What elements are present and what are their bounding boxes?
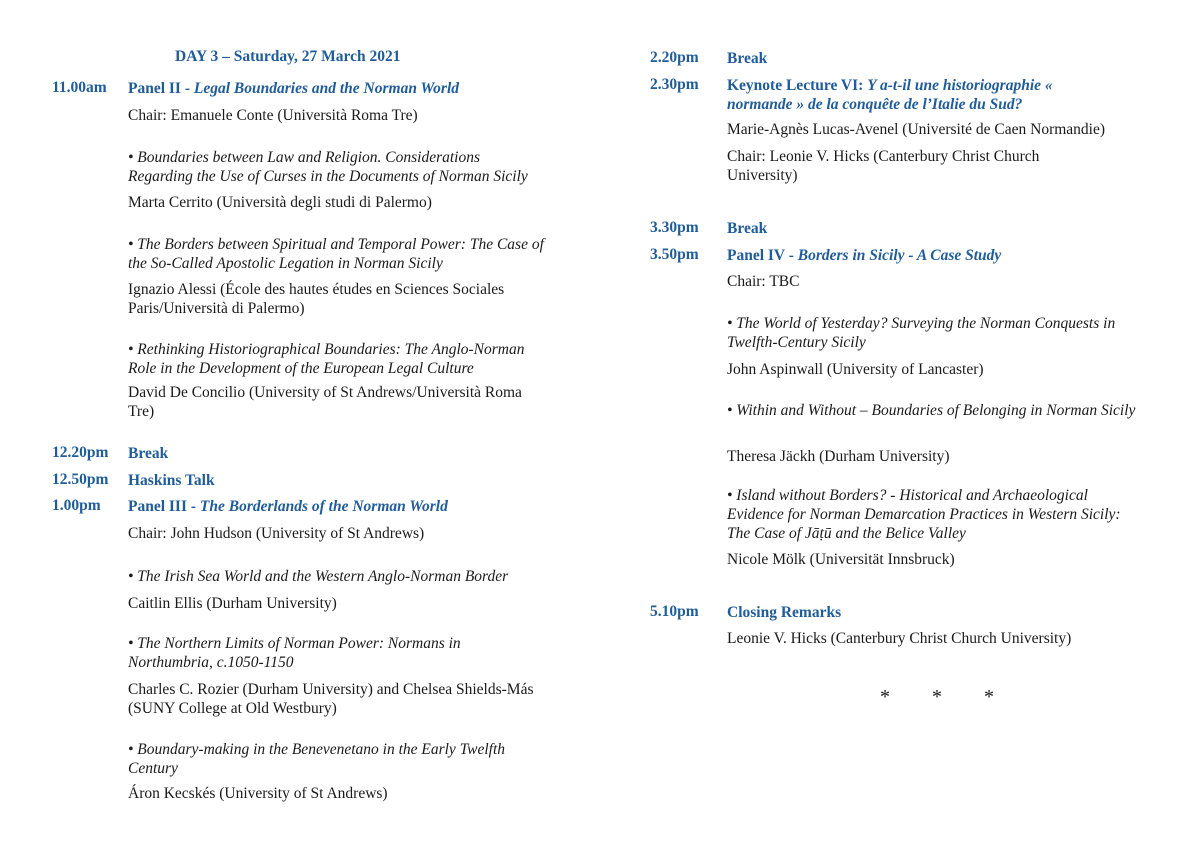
- panel-4-heading: [727, 246, 1001, 265]
- closing-speaker: Leonie V. Hicks (Canterbury Christ Church University): [727, 630, 1072, 647]
- time-panel-3: 1.00pm: [52, 497, 101, 514]
- panel-4-title: Borders in Sicily - A Case Study: [797, 247, 1002, 264]
- paper-speaker: Nicole Mölk (Universität Innsbruck): [727, 551, 955, 568]
- paper-title: • Boundaries between Law and Religion. Considerations Regarding the Use of Curses in the Documents of Norman Sicily: [128, 149, 528, 185]
- haskins-talk-label: Haskins Talk: [128, 472, 215, 489]
- paper-speaker: Ignazio Alessi (École des hautes études en Sciences Sociales Paris/Università di Palermo): [128, 281, 505, 317]
- paper-speaker: Áron Kecskés (University of St Andrews): [128, 785, 388, 802]
- panel-4-label: Panel IV -: [727, 247, 798, 264]
- time-panel-2: 11.00am: [52, 79, 107, 96]
- paper-speaker: Marta Cerrito (Università degli studi di Palermo): [128, 194, 432, 211]
- paper-title: • The Northern Limits of Norman Power: Normans in Northumbria, c.1050-1150: [128, 635, 461, 671]
- keynote-chair: Chair: Leonie V. Hicks (Canterbury Christ Church University): [727, 148, 1040, 184]
- paper-title: • Within and Without – Boundaries of Belonging in Norman Sicily: [727, 402, 1136, 419]
- time-haskins: 12.50pm: [52, 471, 109, 488]
- panel-2-chair: Chair: Emanuele Conte (Università Roma Tre): [128, 107, 418, 124]
- paper-speaker: David De Concilio (University of St Andrews/Università Roma Tre): [128, 384, 522, 420]
- keynote-speaker: Marie-Agnès Lucas-Avenel (Université de Caen Normandie): [727, 121, 1106, 138]
- panel-2-label: Panel II -: [128, 80, 194, 97]
- keynote-label: Keynote Lecture VI:: [727, 77, 868, 94]
- divider-star: *: [984, 686, 994, 708]
- time-closing: 5.10pm: [650, 603, 699, 620]
- panel-3-chair: Chair: John Hudson (University of St Andrews): [128, 525, 425, 542]
- time-break-3: 3.30pm: [650, 219, 699, 236]
- time-break-1: 12.20pm: [52, 444, 109, 461]
- break-label: Break: [727, 50, 768, 67]
- panel-4-chair: Chair: TBC: [727, 273, 800, 290]
- paper-title: • The Irish Sea World and the Western Anglo-Norman Border: [128, 568, 509, 585]
- closing-remarks-label: Closing Remarks: [727, 604, 842, 621]
- panel-3-label: Panel III -: [128, 498, 200, 515]
- paper-title: • Rethinking Historiographical Boundaries: The Anglo-Norman Role in the Development of the European Legal Culture: [128, 341, 525, 377]
- paper-title: • The World of Yesterday? Surveying the Norman Conquests in Twelfth-Century Sicily: [727, 315, 1116, 351]
- paper-title: • Boundary-making in the Benevenetano in the Early Twelfth Century: [128, 741, 506, 777]
- paper-title: • Island without Borders? - Historical and Archaeological Evidence for Norman Demarcation Practices in Western Sicily: The Case of Jāṭū and the Belice Valley: [727, 487, 1121, 542]
- paper-speaker: John Aspinwall (University of Lancaster): [727, 361, 984, 378]
- divider-star: *: [880, 686, 890, 708]
- time-panel-4: 3.50pm: [650, 246, 699, 263]
- paper-title: • The Borders between Spiritual and Temporal Power: The Case of the So-Called Apostolic Legation in Norman Sicily: [128, 236, 544, 272]
- time-keynote: 2.30pm: [650, 76, 699, 93]
- time-break-2: 2.20pm: [650, 49, 699, 66]
- keynote-title: Y a-t-il une historiographie « normande » de la conquête de l’Italie du Sud?: [727, 77, 1053, 113]
- paper-speaker: Theresa Jäckh (Durham University): [727, 448, 950, 465]
- panel-2-heading: [128, 79, 459, 98]
- paper-speaker: Caitlin Ellis (Durham University): [128, 595, 337, 612]
- break-label: Break: [128, 445, 169, 462]
- break-label: Break: [727, 220, 768, 237]
- keynote-heading: [727, 76, 1117, 114]
- divider-star: *: [932, 686, 942, 708]
- panel-3-title: The Borderlands of the Norman World: [199, 498, 448, 515]
- panel-3-heading: [128, 497, 448, 516]
- day-heading: DAY 3 – Saturday, 27 March 2021: [175, 48, 401, 65]
- paper-speaker: Charles C. Rozier (Durham University) and Chelsea Shields-Más (SUNY College at Old Westbury): [128, 681, 534, 717]
- panel-2-title: Legal Boundaries and the Norman World: [193, 80, 460, 97]
